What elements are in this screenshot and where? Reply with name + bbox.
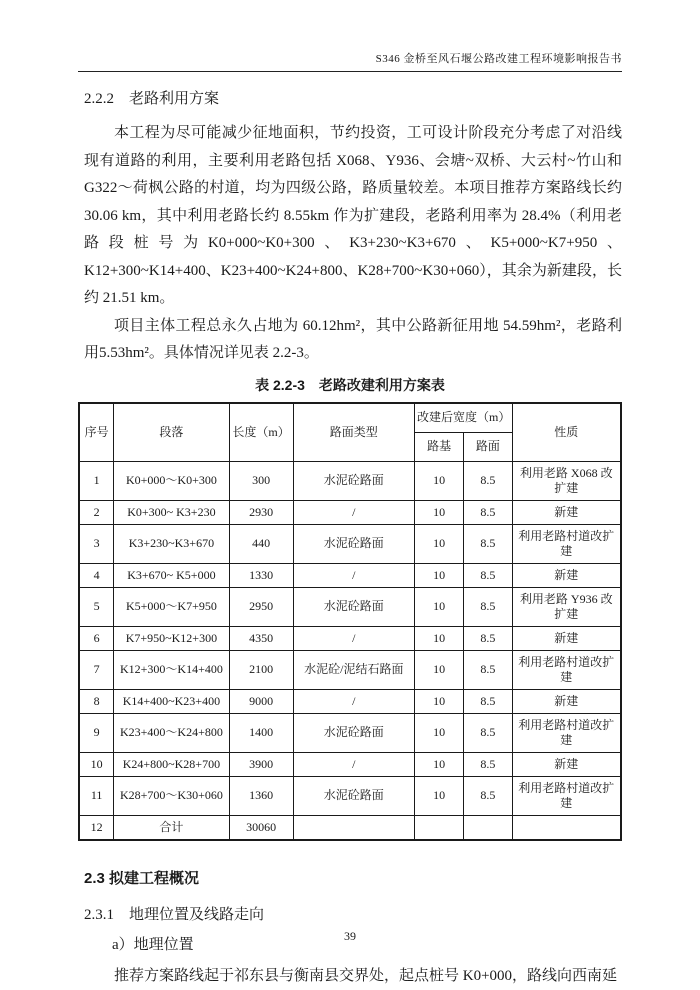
table-row — [79, 713, 621, 752]
cell-subgrade: 10 — [414, 461, 463, 500]
cell-length: 440 — [229, 524, 293, 563]
section-heading-2-3-1: 2.3.1 地理位置及线路走向 — [84, 906, 265, 923]
road-utilization-table — [78, 402, 622, 841]
cell-subgrade — [414, 815, 463, 840]
table-row — [79, 500, 621, 524]
cell-segment: K23+400～K24+800 — [114, 713, 229, 752]
cell-segment: 合计 — [114, 815, 229, 840]
cell-subgrade: 10 — [414, 500, 463, 524]
cell-pavement: / — [293, 563, 414, 587]
cell-pavement: 水泥砼路面 — [293, 713, 414, 752]
cell-length: 3900 — [229, 752, 293, 776]
paragraph-old-road-plan: 本工程为尽可能减少征地面积，节约投资，工可设计阶段充分考虑了对沿线现有道路的利用，主要利用老路包括 X068、Y936、会塘~双桥、大云村~竹山和 G322～荷枫公路的村道，均为四级公路，路质量较差。本项目推荐方案路线长约 30.06 km，其中利用老路长约 8.55km 作为扩建段，老路利用率为 28.4%（利用老路段桩号为K0+000~K0+300、K3+230~K3+670、K5+000~K7+950、K12+300~K14+400、K23+400~K24+800、K28+700~K30+060），其余为新建段，长约 21.51 km。 — [84, 125, 622, 306]
cell-length: 30060 — [229, 815, 293, 840]
cell-seq: 10 — [79, 752, 114, 776]
cell-surface: 8.5 — [464, 500, 512, 524]
cell-surface: 8.5 — [464, 524, 512, 563]
cell-nature: 利用老路 X068 改扩建 — [512, 461, 621, 500]
cell-length: 2950 — [229, 587, 293, 626]
cell-pavement: 水泥砼路面 — [293, 776, 414, 815]
col-header-subgrade: 路基 — [414, 432, 463, 461]
cell-pavement: 水泥砼路面 — [293, 524, 414, 563]
cell-pavement: / — [293, 689, 414, 713]
cell-seq: 5 — [79, 587, 114, 626]
cell-surface: 8.5 — [464, 461, 512, 500]
cell-surface: 8.5 — [464, 587, 512, 626]
cell-length: 1330 — [229, 563, 293, 587]
cell-surface: 8.5 — [464, 689, 512, 713]
cell-subgrade: 10 — [414, 587, 463, 626]
cell-pavement: / — [293, 752, 414, 776]
cell-seq: 7 — [79, 650, 114, 689]
table-row-total — [79, 815, 621, 840]
cell-nature: 新建 — [512, 689, 621, 713]
table-body — [79, 461, 621, 840]
cell-segment: K24+800~K28+700 — [114, 752, 229, 776]
cell-nature: 利用老路村道改扩建 — [512, 524, 621, 563]
table-row — [79, 563, 621, 587]
paragraph-route-start: 推荐方案路线起于祁东县与衡南县交界处，起点桩号 K0+000，路线向西南延 — [114, 967, 618, 984]
cell-surface — [464, 815, 512, 840]
cell-nature: 利用老路村道改扩建 — [512, 713, 621, 752]
cell-nature: 新建 — [512, 563, 621, 587]
table-row — [79, 524, 621, 563]
cell-surface: 8.5 — [464, 776, 512, 815]
cell-subgrade: 10 — [414, 650, 463, 689]
cell-length: 2100 — [229, 650, 293, 689]
table-row — [79, 752, 621, 776]
table-row — [79, 626, 621, 650]
col-header-width-group: 改建后宽度（m） — [414, 403, 512, 433]
cell-length: 9000 — [229, 689, 293, 713]
cell-subgrade: 10 — [414, 563, 463, 587]
cell-segment: K0+000～K0+300 — [114, 461, 229, 500]
table-row — [79, 650, 621, 689]
cell-subgrade: 10 — [414, 626, 463, 650]
cell-pavement: / — [293, 626, 414, 650]
col-header-seq: 序号 — [79, 403, 114, 462]
cell-nature: 利用老路村道改扩建 — [512, 776, 621, 815]
cell-length: 1400 — [229, 713, 293, 752]
cell-nature: 新建 — [512, 500, 621, 524]
col-header-segment: 段落 — [114, 403, 229, 462]
cell-subgrade: 10 — [414, 524, 463, 563]
cell-seq: 2 — [79, 500, 114, 524]
cell-segment: K0+300~ K3+230 — [114, 500, 229, 524]
cell-surface: 8.5 — [464, 713, 512, 752]
table-row — [79, 689, 621, 713]
cell-pavement: / — [293, 500, 414, 524]
section-heading-2-3: 2.3 拟建工程概况 — [84, 869, 200, 887]
section-heading-2-2-2: 2.2.2 老路利用方案 — [84, 91, 220, 107]
cell-seq: 4 — [79, 563, 114, 587]
cell-length: 300 — [229, 461, 293, 500]
col-header-length: 长度（m） — [229, 403, 293, 462]
cell-seq: 9 — [79, 713, 114, 752]
cell-subgrade: 10 — [414, 752, 463, 776]
cell-segment: K3+230~K3+670 — [114, 524, 229, 563]
table-row — [79, 776, 621, 815]
cell-length: 2930 — [229, 500, 293, 524]
table-row — [79, 461, 621, 500]
cell-nature: 利用老路 Y936 改扩建 — [512, 587, 621, 626]
col-header-nature: 性质 — [512, 403, 621, 462]
cell-segment: K5+000～K7+950 — [114, 587, 229, 626]
subsection-item-a: a）地理位置 — [112, 936, 194, 953]
cell-surface: 8.5 — [464, 752, 512, 776]
cell-nature — [512, 815, 621, 840]
cell-seq: 8 — [79, 689, 114, 713]
cell-seq: 6 — [79, 626, 114, 650]
table-header-row-1 — [79, 403, 621, 433]
table-row — [79, 587, 621, 626]
table-header — [79, 403, 621, 462]
header-title: S346 金桥至风石堰公路改建工程环境影响报告书 — [375, 53, 622, 65]
cell-surface: 8.5 — [464, 626, 512, 650]
col-header-surface: 路面 — [464, 432, 512, 461]
cell-length: 4350 — [229, 626, 293, 650]
cell-pavement — [293, 815, 414, 840]
cell-subgrade: 10 — [414, 713, 463, 752]
cell-length: 1360 — [229, 776, 293, 815]
cell-pavement: 水泥砼路面 — [293, 587, 414, 626]
cell-segment: K7+950~K12+300 — [114, 626, 229, 650]
cell-nature: 新建 — [512, 752, 621, 776]
cell-pavement: 水泥砼路面 — [293, 461, 414, 500]
cell-subgrade: 10 — [414, 776, 463, 815]
cell-surface: 8.5 — [464, 563, 512, 587]
cell-pavement: 水泥砼/泥结石路面 — [293, 650, 414, 689]
cell-nature: 新建 — [512, 626, 621, 650]
cell-seq: 11 — [79, 776, 114, 815]
cell-segment: K28+700～K30+060 — [114, 776, 229, 815]
cell-surface: 8.5 — [464, 650, 512, 689]
cell-seq: 1 — [79, 461, 114, 500]
cell-segment: K12+300～K14+400 — [114, 650, 229, 689]
table-caption: 表 2.2-3 老路改建利用方案表 — [255, 376, 445, 393]
cell-nature: 利用老路村道改扩建 — [512, 650, 621, 689]
page-number: 39 — [344, 929, 356, 943]
paragraph-land-occupation: 项目主体工程总永久占地为 60.12hm²，其中公路新征用地 54.59hm²，老路利用5.53hm²。具体情况详见表 2.2-3。 — [84, 317, 622, 361]
cell-subgrade: 10 — [414, 689, 463, 713]
cell-seq: 12 — [79, 815, 114, 840]
cell-seq: 3 — [79, 524, 114, 563]
cell-segment: K14+400~K23+400 — [114, 689, 229, 713]
cell-segment: K3+670~ K5+000 — [114, 563, 229, 587]
col-header-pavement: 路面类型 — [293, 403, 414, 462]
page-header — [78, 0, 622, 72]
